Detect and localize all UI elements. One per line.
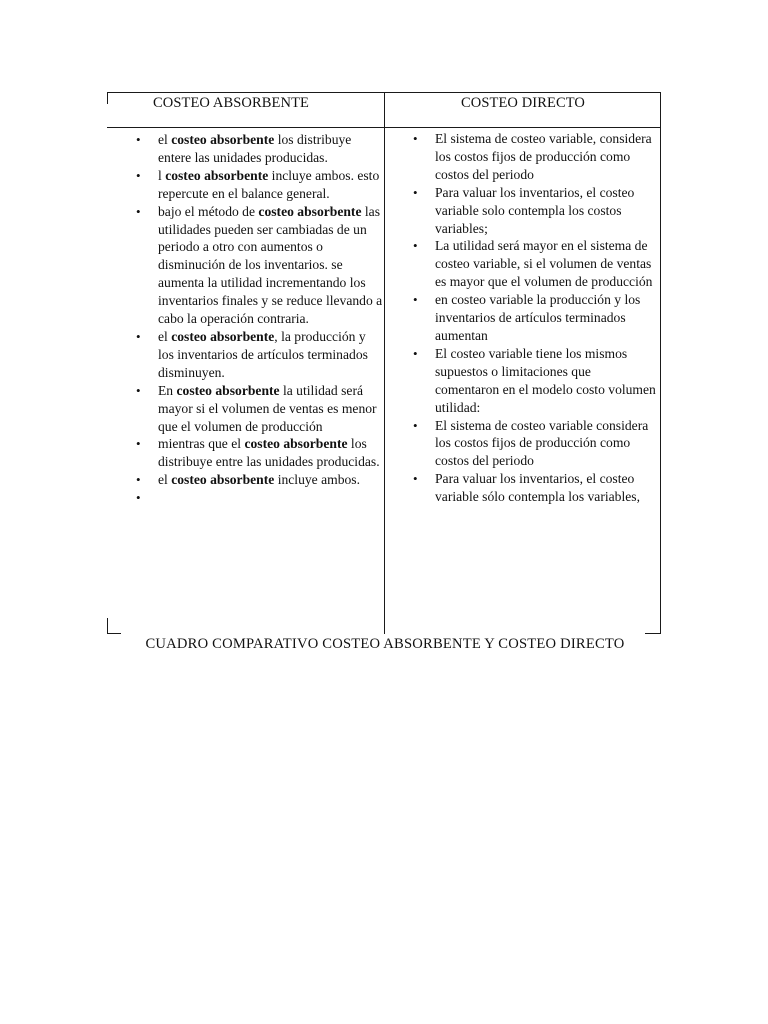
item-text: El sistema de costeo variable considera los costos fijos de producción como costos del periodo bbox=[435, 417, 649, 469]
item-text: En bbox=[158, 382, 177, 398]
directo-list-item bbox=[413, 291, 657, 345]
bullet-icon: • bbox=[136, 472, 141, 488]
item-text: incluye ambos. esto repercute en el balance general. bbox=[158, 167, 380, 201]
bold-term: costeo absorbente bbox=[171, 328, 275, 344]
item-text: el bbox=[158, 132, 172, 147]
item-text: l bbox=[158, 167, 166, 183]
bullet-icon: • bbox=[136, 490, 141, 506]
item-text: La utilidad será mayor en el sistema de costeo variable, si el volumen de ventas es mayor que el volumen de producción bbox=[435, 238, 653, 290]
header-costeo-absorbente: COSTEO ABSORBENTE bbox=[153, 95, 309, 111]
header-costeo-directo: COSTEO DIRECTO bbox=[461, 95, 585, 111]
item-text: mientras que el bbox=[158, 436, 245, 452]
absorbente-list-item bbox=[136, 471, 383, 489]
item-text: los distribuye entre las unidades producidas. bbox=[158, 436, 380, 470]
table-bottom-border-right bbox=[645, 633, 661, 634]
bold-term: costeo absorbente bbox=[258, 203, 362, 219]
absorbente-list-item bbox=[136, 131, 383, 167]
item-text: el bbox=[158, 472, 172, 488]
bullet-icon: • bbox=[413, 184, 418, 200]
bullet-icon: • bbox=[136, 203, 141, 219]
item-text: Para valuar los inventarios, el costeo variable solo contempla los costos variables; bbox=[435, 184, 635, 236]
bullet-icon: • bbox=[136, 132, 141, 147]
item-text: El sistema de costeo variable, considera los costos fijos de producción como costos del periodo bbox=[435, 131, 652, 182]
table-caption: CUADRO COMPARATIVO COSTEO ABSORBENTE Y COSTEO DIRECTO bbox=[145, 636, 625, 652]
right-column-body bbox=[413, 128, 657, 506]
bullet-icon: • bbox=[413, 345, 418, 361]
directo-list-item bbox=[413, 345, 657, 417]
column-divider bbox=[384, 92, 385, 634]
absorbente-list-item bbox=[136, 203, 383, 328]
bullet-icon: • bbox=[136, 436, 141, 452]
directo-list bbox=[413, 130, 657, 506]
bold-term: costeo absorbente bbox=[171, 472, 275, 488]
bullet-icon: • bbox=[413, 131, 418, 146]
item-text: , la producción y los inventarios de artículos terminados disminuyen. bbox=[158, 328, 368, 380]
bullet-icon: • bbox=[413, 292, 418, 308]
item-text: Para valuar los inventarios, el costeo variable sólo contempla los variables, bbox=[435, 471, 640, 505]
bold-term: costeo absorbente bbox=[244, 436, 348, 452]
bullet-icon: • bbox=[413, 471, 418, 487]
absorbente-list-item bbox=[136, 382, 383, 436]
absorbente-list-item bbox=[136, 328, 383, 382]
absorbente-list-item bbox=[136, 167, 383, 203]
item-text: incluye ambos. bbox=[274, 472, 360, 488]
directo-list-item bbox=[413, 237, 657, 291]
absorbente-list-item bbox=[136, 489, 383, 507]
bold-term: costeo absorbente bbox=[171, 132, 275, 147]
item-text: bajo el método de bbox=[158, 203, 259, 219]
bullet-icon: • bbox=[136, 167, 141, 183]
table-right-border bbox=[660, 92, 661, 634]
item-text: los distribuye entere las unidades producidas. bbox=[158, 132, 352, 165]
absorbente-list bbox=[136, 131, 383, 507]
directo-list-item bbox=[413, 417, 657, 471]
bullet-icon: • bbox=[136, 382, 141, 398]
directo-list-item bbox=[413, 184, 657, 238]
table-left-border-bottom bbox=[107, 618, 108, 634]
bold-term: costeo absorbente bbox=[165, 167, 269, 183]
item-text: el bbox=[158, 328, 172, 344]
absorbente-list-item bbox=[136, 435, 383, 471]
bullet-icon: • bbox=[413, 417, 418, 433]
table-bottom-border-left bbox=[107, 633, 121, 634]
bullet-icon: • bbox=[413, 238, 418, 254]
item-text: las utilidades pueden ser cambiadas de un periodo a otro con aumentos o disminución de los inventarios. se aumenta la utilidad incrementando los inventarios finales y se reduce llevando a cabo la operación contraria. bbox=[158, 203, 383, 327]
bold-term: costeo absorbente bbox=[176, 382, 280, 398]
left-column-body bbox=[136, 128, 383, 507]
comparison-table bbox=[107, 92, 661, 634]
item-text: la utilidad será mayor si el volumen de ventas es menor que el volumen de producción bbox=[158, 382, 377, 434]
directo-list-item bbox=[413, 470, 657, 506]
bullet-icon: • bbox=[136, 328, 141, 344]
item-text: El costeo variable tiene los mismos supuestos o limitaciones que comentaron en el modelo costo volumen utilidad: bbox=[435, 345, 656, 415]
directo-list-item bbox=[413, 130, 657, 184]
item-text: en costeo variable la producción y los inventarios de artículos terminados aumentan bbox=[435, 292, 641, 343]
